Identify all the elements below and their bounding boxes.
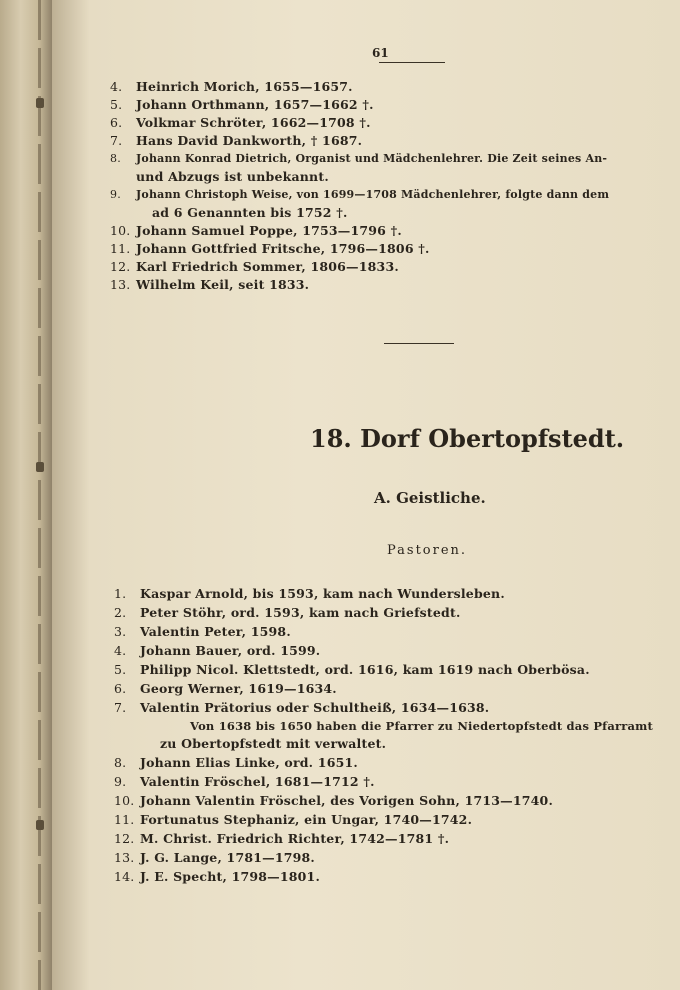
subsubheading: Pastoren. (387, 543, 468, 558)
list-item: 11. Fortunatus Stephaniz, ein Ungar, 1740—1742. (114, 812, 473, 827)
list-item: 11. Johann Gottfried Fritsche, 1796—1806 †. (110, 241, 430, 256)
section-heading: 18. Dorf Obertopfstedt. (310, 424, 625, 453)
list-item-continuation: ad 6 Genannten bis 1752 †. (152, 205, 348, 220)
book-binding (0, 0, 52, 990)
list-item: 6. Georg Werner, 1619—1634. (114, 681, 337, 696)
binding-thread (38, 0, 41, 990)
list-item-continuation: zu Obertopfstedt mit verwaltet. (160, 736, 387, 751)
thread-knot (36, 820, 44, 830)
list-item: 2. Peter Stöhr, ord. 1593, kam nach Griefstedt. (114, 605, 461, 620)
list-item: 12. M. Christ. Friedrich Richter, 1742—1781 †. (114, 831, 450, 846)
section-divider (384, 343, 454, 344)
list-item: 7. Hans David Dankworth, † 1687. (110, 133, 363, 148)
list-item: 8. Johann Elias Linke, ord. 1651. (114, 755, 358, 770)
list-item-continuation: und Abzugs ist unbekannt. (136, 169, 329, 184)
list-item: 4. Heinrich Morich, 1655—1657. (110, 79, 353, 94)
list-item: 7. Valentin Prätorius oder Schultheiß, 1634—1638. (114, 700, 490, 715)
page-number: 61 (372, 46, 389, 60)
list-item: 10. Johann Valentin Fröschel, des Vorigen Sohn, 1713—1740. (114, 793, 554, 808)
list-item: 13. Wilhelm Keil, seit 1833. (110, 277, 310, 292)
list-item: 1. Kaspar Arnold, bis 1593, kam nach Wundersleben. (114, 586, 505, 601)
subheading: A. Geistliche. (374, 489, 486, 507)
list-item-continuation: Von 1638 bis 1650 haben die Pfarrer zu Niedertopfstedt das Pfarramt (190, 719, 654, 733)
thread-knot (36, 98, 44, 108)
list-item: 6. Volkmar Schröter, 1662—1708 †. (110, 115, 371, 130)
list-item: 14. J. E. Specht, 1798—1801. (114, 869, 321, 884)
list-item: 10. Johann Samuel Poppe, 1753—1796 †. (110, 223, 402, 238)
header-rule (379, 62, 445, 63)
list-item: 9. Valentin Fröschel, 1681—1712 †. (114, 774, 375, 789)
list-item: 12. Karl Friedrich Sommer, 1806—1833. (110, 259, 399, 274)
list-item: 8. Johann Konrad Dietrich, Organist und Mädchenlehrer. Die Zeit seines An- (110, 152, 608, 165)
list-item: 5. Philipp Nicol. Klettstedt, ord. 1616, kam 1619 nach Oberbösa. (114, 662, 590, 677)
book-page (52, 0, 680, 990)
list-item: 9. Johann Christoph Weise, von 1699—1708 Mädchenlehrer, folgte dann dem (110, 188, 610, 201)
list-item: 5. Johann Orthmann, 1657—1662 †. (110, 97, 374, 112)
list-item: 3. Valentin Peter, 1598. (114, 624, 291, 639)
list-item: 4. Johann Bauer, ord. 1599. (114, 643, 321, 658)
list-item: 13. J. G. Lange, 1781—1798. (114, 850, 315, 865)
thread-knot (36, 462, 44, 472)
